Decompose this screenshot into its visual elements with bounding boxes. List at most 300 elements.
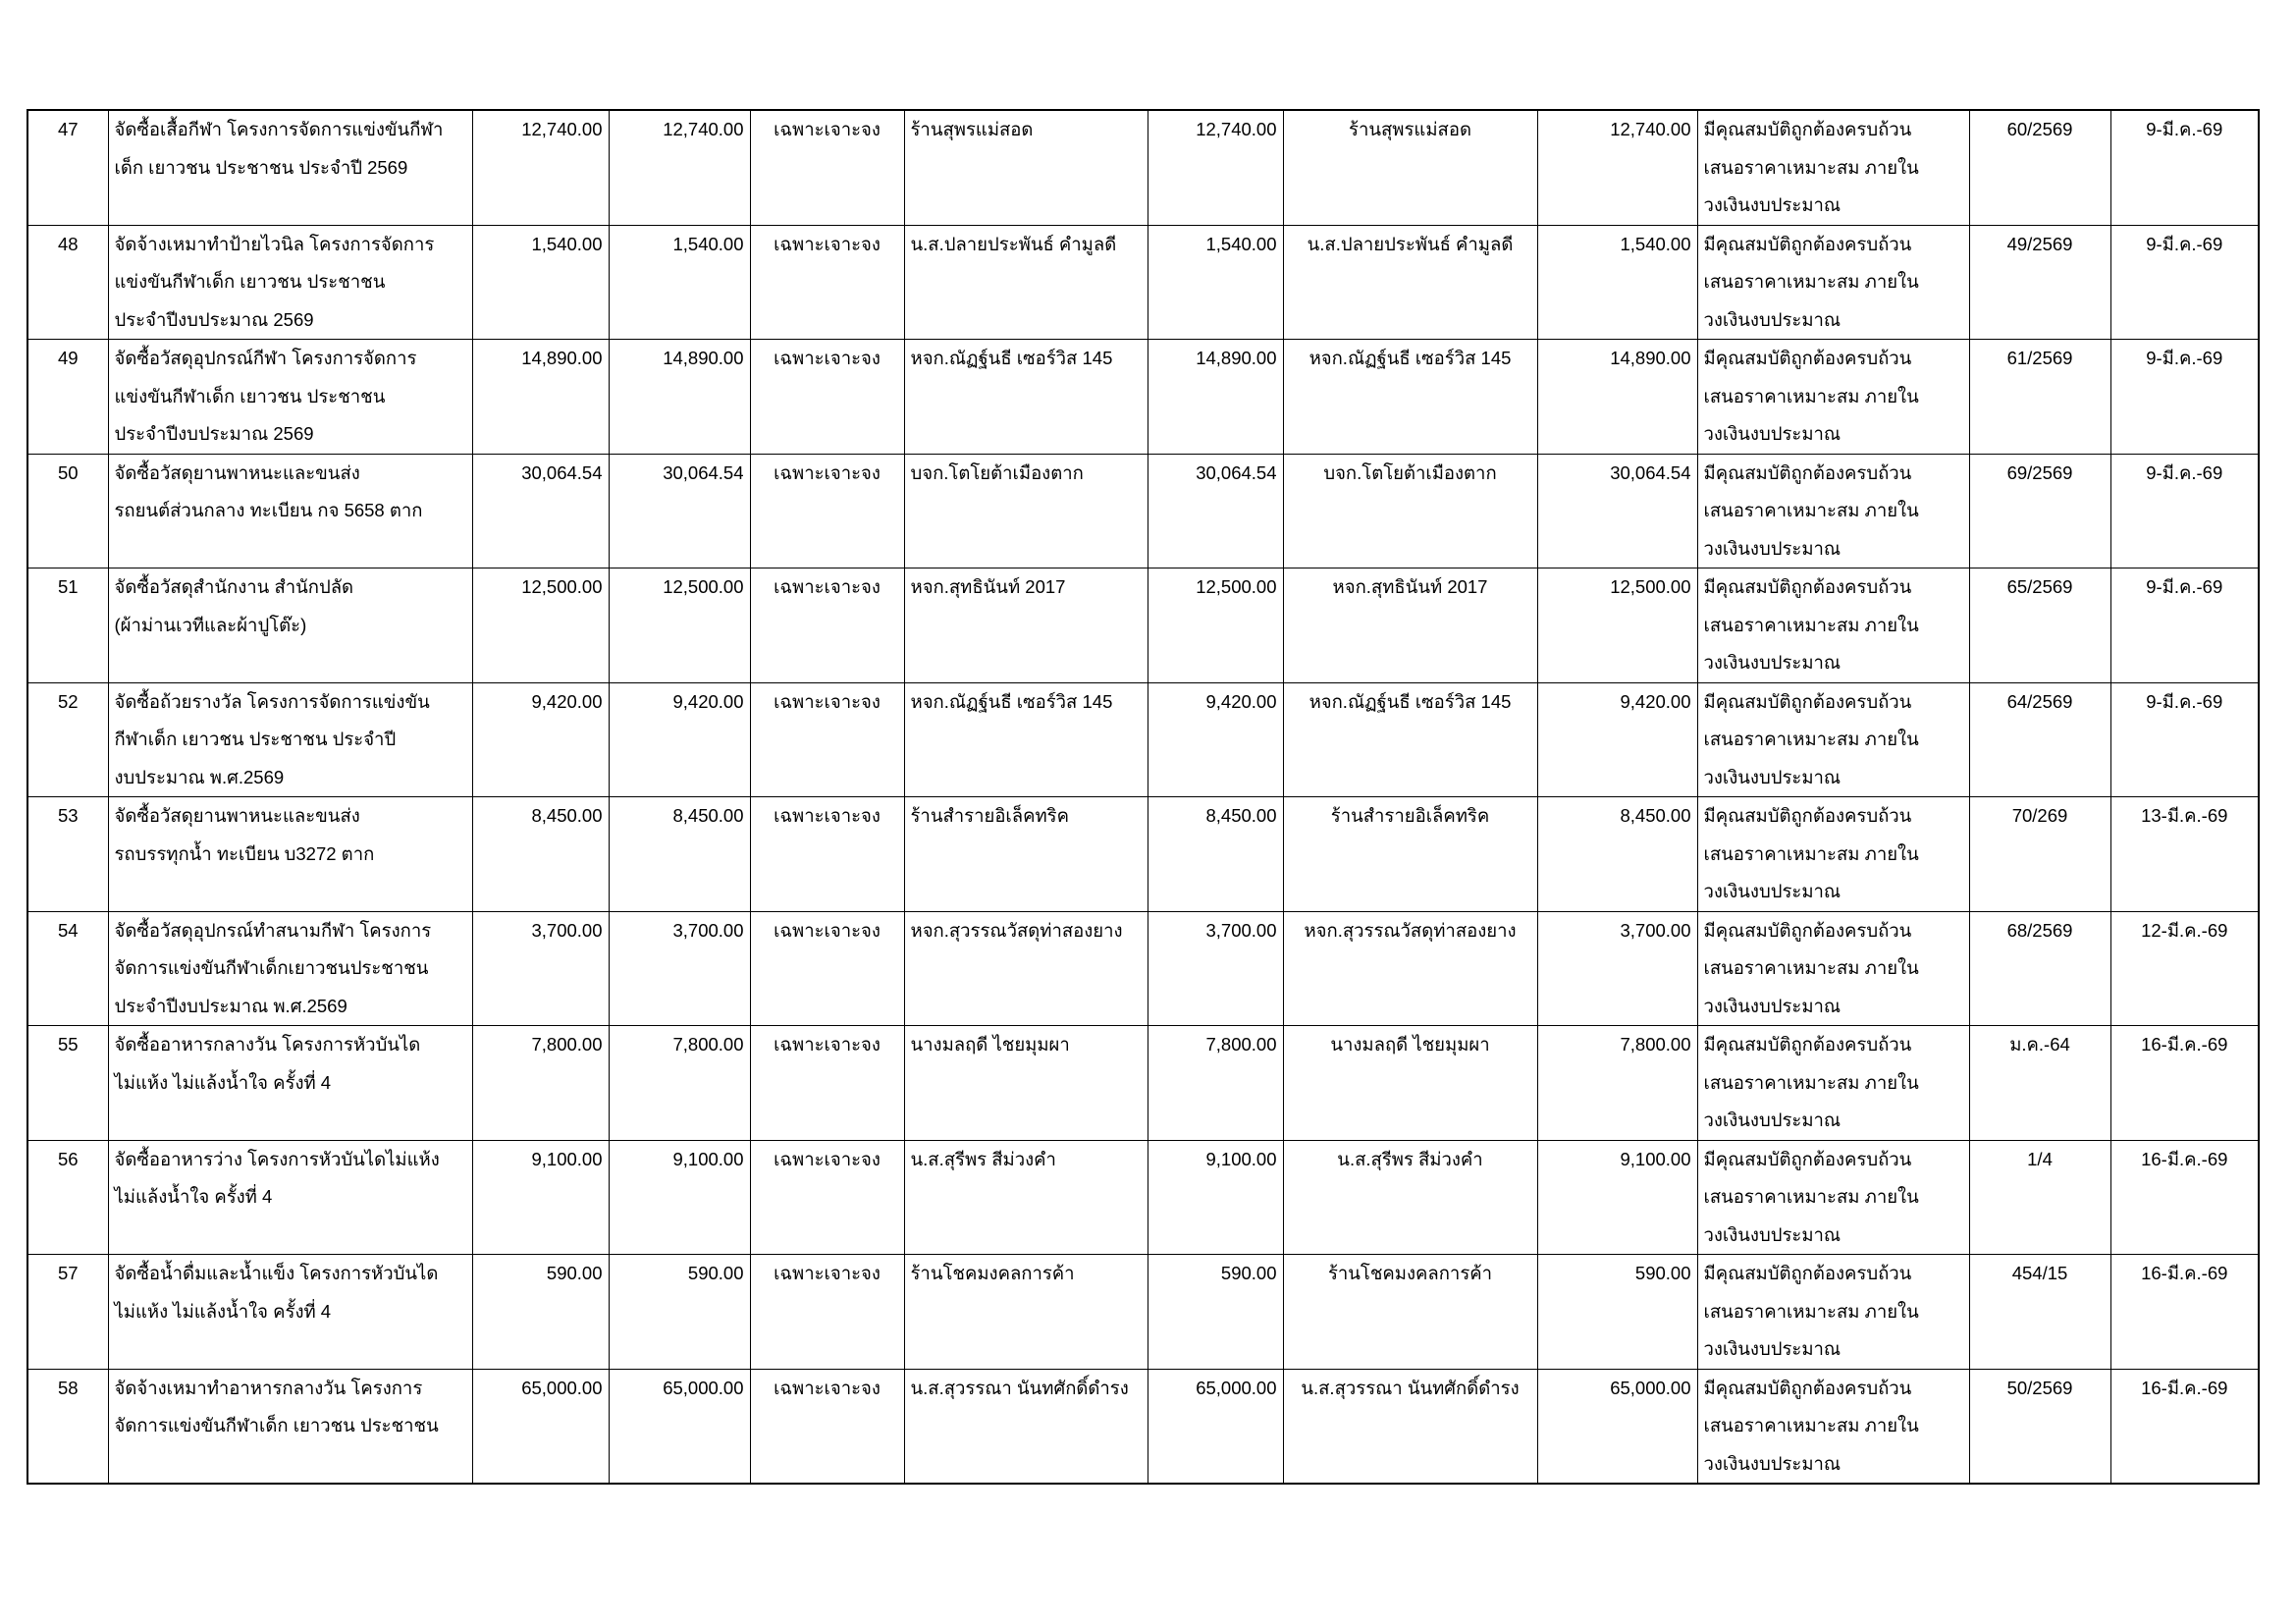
item-description-line <box>108 530 472 568</box>
contract-date <box>2110 1178 2259 1217</box>
winning-price <box>1537 149 1697 188</box>
contract-number <box>1969 149 2110 188</box>
selection-reason-line: มีคุณสมบัติถูกต้องครบถ้วน <box>1697 682 1969 721</box>
procurement-method <box>750 644 904 682</box>
item-number: 51 <box>27 568 108 607</box>
item-description-line <box>108 1217 472 1255</box>
selection-reason-line: วงเงินงบประมาณ <box>1697 988 1969 1026</box>
median-price <box>609 415 750 454</box>
selection-reason-line: มีคุณสมบัติถูกต้องครบถ้วน <box>1697 568 1969 607</box>
budget-amount <box>472 301 609 340</box>
table-row <box>27 454 2259 492</box>
bidder-name: น.ส.สุวรรณา นันทศักดิ์ดำรง <box>904 1369 1148 1407</box>
bid-price: 3,700.00 <box>1148 911 1283 949</box>
table-row <box>27 836 2259 874</box>
contract-number: 70/269 <box>1969 797 2110 836</box>
budget-amount: 8,450.00 <box>472 797 609 836</box>
contract-date: 9-มี.ค.-69 <box>2110 110 2259 149</box>
table-row <box>27 644 2259 682</box>
winner-name <box>1283 1330 1537 1369</box>
winner-name <box>1283 949 1537 988</box>
budget-amount <box>472 1102 609 1140</box>
selection-reason-line: เสนอราคาเหมาะสม ภายใน <box>1697 949 1969 988</box>
item-description-line: จัดซื้อเสื้อกีฬา โครงการจัดการแข่งขันกีฬา <box>108 110 472 149</box>
budget-amount <box>472 187 609 225</box>
item-description-line: (ผ้าม่านเวทีและผ้าปูโต๊ะ) <box>108 607 472 645</box>
item-number <box>27 836 108 874</box>
median-price: 12,740.00 <box>609 110 750 149</box>
bidder-name <box>904 949 1148 988</box>
bid-price: 8,450.00 <box>1148 797 1283 836</box>
bidder-name <box>904 378 1148 416</box>
selection-reason-line: เสนอราคาเหมาะสม ภายใน <box>1697 1064 1969 1103</box>
budget-amount: 30,064.54 <box>472 454 609 492</box>
winner-name <box>1283 644 1537 682</box>
winning-price: 7,800.00 <box>1537 1026 1697 1064</box>
selection-reason-line: มีคุณสมบัติถูกต้องครบถ้วน <box>1697 454 1969 492</box>
winning-price <box>1537 1178 1697 1217</box>
winning-price: 590.00 <box>1537 1255 1697 1293</box>
item-description-line: แข่งขันกีฬาเด็ก เยาวชน ประชาชน <box>108 263 472 301</box>
selection-reason-line: เสนอราคาเหมาะสม ภายใน <box>1697 1407 1969 1445</box>
winning-price: 30,064.54 <box>1537 454 1697 492</box>
bid-price <box>1148 1445 1283 1485</box>
budget-amount <box>472 1293 609 1331</box>
winning-price <box>1537 949 1697 988</box>
winner-name <box>1283 1064 1537 1103</box>
item-description-line <box>108 873 472 911</box>
table-row <box>27 530 2259 568</box>
winner-name: น.ส.ปลายประพันธ์ คำมูลดี <box>1283 225 1537 263</box>
selection-reason-line: วงเงินงบประมาณ <box>1697 1445 1969 1485</box>
contract-number <box>1969 492 2110 530</box>
contract-number: 454/15 <box>1969 1255 2110 1293</box>
bidder-name <box>904 759 1148 797</box>
bid-price <box>1148 1407 1283 1445</box>
item-description-line: แข่งขันกีฬาเด็ก เยาวชน ประชาชน <box>108 378 472 416</box>
item-number <box>27 644 108 682</box>
winning-price: 14,890.00 <box>1537 340 1697 378</box>
table-row <box>27 759 2259 797</box>
winner-name <box>1283 836 1537 874</box>
budget-amount <box>472 263 609 301</box>
item-number <box>27 1330 108 1369</box>
budget-amount <box>472 1178 609 1217</box>
contract-number <box>1969 301 2110 340</box>
contract-number <box>1969 1178 2110 1217</box>
item-description-line: ไม่แล้งน้ำใจ ครั้งที่ 4 <box>108 1178 472 1217</box>
bidder-name <box>904 836 1148 874</box>
contract-number <box>1969 1407 2110 1445</box>
winning-price: 9,100.00 <box>1537 1140 1697 1178</box>
item-number <box>27 1445 108 1485</box>
procurement-method <box>750 988 904 1026</box>
procurement-method: เฉพาะเจาะจง <box>750 1369 904 1407</box>
item-number: 47 <box>27 110 108 149</box>
budget-amount: 14,890.00 <box>472 340 609 378</box>
bid-price: 590.00 <box>1148 1255 1283 1293</box>
median-price: 9,420.00 <box>609 682 750 721</box>
bidder-name: หจก.ณัฏฐ์นธี เซอร์วิส 145 <box>904 340 1148 378</box>
selection-reason-line: วงเงินงบประมาณ <box>1697 1102 1969 1140</box>
selection-reason-line: เสนอราคาเหมาะสม ภายใน <box>1697 721 1969 759</box>
contract-number <box>1969 1217 2110 1255</box>
contract-date <box>2110 378 2259 416</box>
budget-amount <box>472 873 609 911</box>
item-description-line: ไม่แห้ง ไม่แล้งน้ำใจ ครั้งที่ 4 <box>108 1064 472 1103</box>
procurement-method <box>750 530 904 568</box>
selection-reason-line: เสนอราคาเหมาะสม ภายใน <box>1697 149 1969 188</box>
selection-reason-line: มีคุณสมบัติถูกต้องครบถ้วน <box>1697 1369 1969 1407</box>
bidder-name: ร้านโชคมงคลการค้า <box>904 1255 1148 1293</box>
selection-reason-line: วงเงินงบประมาณ <box>1697 1330 1969 1369</box>
bidder-name <box>904 721 1148 759</box>
procurement-method <box>750 187 904 225</box>
median-price <box>609 836 750 874</box>
winning-price: 65,000.00 <box>1537 1369 1697 1407</box>
procurement-method <box>750 263 904 301</box>
bidder-name: ร้านสุพรแม่สอด <box>904 110 1148 149</box>
bidder-name <box>904 988 1148 1026</box>
procurement-method <box>750 1330 904 1369</box>
contract-date <box>2110 1102 2259 1140</box>
item-number <box>27 873 108 911</box>
winner-name <box>1283 301 1537 340</box>
bid-price <box>1148 759 1283 797</box>
budget-amount: 12,500.00 <box>472 568 609 607</box>
item-description-line: จัดซื้อวัสดุยานพาหนะและขนส่ง <box>108 454 472 492</box>
item-description-line: กีฬาเด็ก เยาวชน ประชาชน ประจำปี <box>108 721 472 759</box>
median-price: 7,800.00 <box>609 1026 750 1064</box>
item-description-line: จัดซื้อวัสดุอุปกรณ์กีฬา โครงการจัดการ <box>108 340 472 378</box>
contract-number <box>1969 1445 2110 1485</box>
median-price <box>609 263 750 301</box>
winner-name: บจก.โตโยต้าเมืองตาก <box>1283 454 1537 492</box>
table-row <box>27 263 2259 301</box>
bid-price <box>1148 263 1283 301</box>
contract-number <box>1969 836 2110 874</box>
table-row <box>27 568 2259 607</box>
table-row <box>27 492 2259 530</box>
item-number <box>27 949 108 988</box>
item-description-line: ประจำปีงบประมาณ 2569 <box>108 415 472 454</box>
item-description-line: จัดซื้อวัสดุยานพาหนะและขนส่ง <box>108 797 472 836</box>
bidder-name: หจก.สุทธินันท์ 2017 <box>904 568 1148 607</box>
median-price <box>609 149 750 188</box>
median-price <box>609 1445 750 1485</box>
contract-date: 16-มี.ค.-69 <box>2110 1026 2259 1064</box>
bidder-name: น.ส.สุรีพร สีม่วงคำ <box>904 1140 1148 1178</box>
item-number: 56 <box>27 1140 108 1178</box>
contract-date <box>2110 1293 2259 1331</box>
item-description-line: จัดจ้างเหมาทำป้ายไวนิล โครงการจัดการ <box>108 225 472 263</box>
budget-amount <box>472 721 609 759</box>
procurement-method: เฉพาะเจาะจง <box>750 1255 904 1293</box>
winning-price <box>1537 1445 1697 1485</box>
selection-reason-line: วงเงินงบประมาณ <box>1697 1217 1969 1255</box>
winning-price <box>1537 1064 1697 1103</box>
table-row <box>27 873 2259 911</box>
table-row <box>27 415 2259 454</box>
selection-reason-line: วงเงินงบประมาณ <box>1697 759 1969 797</box>
winning-price <box>1537 836 1697 874</box>
budget-amount <box>472 644 609 682</box>
bid-price <box>1148 949 1283 988</box>
item-description-line <box>108 1445 472 1485</box>
selection-reason-line: มีคุณสมบัติถูกต้องครบถ้วน <box>1697 110 1969 149</box>
winning-price <box>1537 301 1697 340</box>
bidder-name <box>904 187 1148 225</box>
bid-price: 65,000.00 <box>1148 1369 1283 1407</box>
winner-name <box>1283 1293 1537 1331</box>
bidder-name <box>904 1102 1148 1140</box>
bidder-name: นางมลฤดี ไชยมุมผา <box>904 1026 1148 1064</box>
table-row <box>27 149 2259 188</box>
contract-date: 16-มี.ค.-69 <box>2110 1369 2259 1407</box>
table-row <box>27 1293 2259 1331</box>
table-row <box>27 1330 2259 1369</box>
contract-date: 16-มี.ค.-69 <box>2110 1140 2259 1178</box>
procurement-method: เฉพาะเจาะจง <box>750 797 904 836</box>
contract-number: 68/2569 <box>1969 911 2110 949</box>
selection-reason-line: เสนอราคาเหมาะสม ภายใน <box>1697 263 1969 301</box>
procurement-method <box>750 607 904 645</box>
median-price <box>609 530 750 568</box>
procurement-method <box>750 1064 904 1103</box>
median-price <box>609 721 750 759</box>
item-number <box>27 1293 108 1331</box>
procurement-method: เฉพาะเจาะจง <box>750 1026 904 1064</box>
bidder-name <box>904 149 1148 188</box>
selection-reason-line: มีคุณสมบัติถูกต้องครบถ้วน <box>1697 1026 1969 1064</box>
contract-number: 69/2569 <box>1969 454 2110 492</box>
contract-date <box>2110 149 2259 188</box>
winning-price <box>1537 1330 1697 1369</box>
bid-price: 7,800.00 <box>1148 1026 1283 1064</box>
bid-price <box>1148 1330 1283 1369</box>
bid-price <box>1148 530 1283 568</box>
median-price <box>609 1102 750 1140</box>
budget-amount <box>472 607 609 645</box>
item-number: 58 <box>27 1369 108 1407</box>
median-price <box>609 988 750 1026</box>
bidder-name <box>904 873 1148 911</box>
winner-name: หจก.ณัฏฐ์นธี เซอร์วิส 145 <box>1283 340 1537 378</box>
contract-date: 9-มี.ค.-69 <box>2110 568 2259 607</box>
procurement-table <box>27 109 2260 1485</box>
contract-date <box>2110 187 2259 225</box>
item-number <box>27 492 108 530</box>
item-description-line: รถบรรทุกน้ำ ทะเบียน บ3272 ตาก <box>108 836 472 874</box>
selection-reason-line: เสนอราคาเหมาะสม ภายใน <box>1697 1293 1969 1331</box>
median-price: 14,890.00 <box>609 340 750 378</box>
median-price <box>609 1217 750 1255</box>
median-price <box>609 378 750 416</box>
contract-date <box>2110 1330 2259 1369</box>
median-price <box>609 187 750 225</box>
contract-date <box>2110 759 2259 797</box>
table-row <box>27 1178 2259 1217</box>
budget-amount: 65,000.00 <box>472 1369 609 1407</box>
procurement-method <box>750 759 904 797</box>
winner-name <box>1283 873 1537 911</box>
contract-date: 9-มี.ค.-69 <box>2110 340 2259 378</box>
item-number <box>27 187 108 225</box>
winner-name <box>1283 187 1537 225</box>
item-number <box>27 1217 108 1255</box>
item-number: 48 <box>27 225 108 263</box>
selection-reason-line: เสนอราคาเหมาะสม ภายใน <box>1697 492 1969 530</box>
table-row <box>27 911 2259 949</box>
winning-price <box>1537 415 1697 454</box>
procurement-method <box>750 1293 904 1331</box>
procurement-method <box>750 1217 904 1255</box>
bidder-name: ร้านสำรายอิเล็คทริค <box>904 797 1148 836</box>
winner-name <box>1283 988 1537 1026</box>
item-number <box>27 1064 108 1103</box>
selection-reason-line: มีคุณสมบัติถูกต้องครบถ้วน <box>1697 797 1969 836</box>
winning-price <box>1537 1217 1697 1255</box>
item-description-line: จัดจ้างเหมาทำอาหารกลางวัน โครงการ <box>108 1369 472 1407</box>
contract-date <box>2110 263 2259 301</box>
item-number <box>27 988 108 1026</box>
budget-amount <box>472 1330 609 1369</box>
procurement-method <box>750 949 904 988</box>
item-number <box>27 530 108 568</box>
winning-price <box>1537 1407 1697 1445</box>
contract-date <box>2110 607 2259 645</box>
contract-number: ม.ค.-64 <box>1969 1026 2110 1064</box>
item-description-line: จัดซื้อวัสดุสำนักงาน สำนักปลัด <box>108 568 472 607</box>
procurement-method: เฉพาะเจาะจง <box>750 682 904 721</box>
contract-date: 13-มี.ค.-69 <box>2110 797 2259 836</box>
procurement-method <box>750 873 904 911</box>
winner-name <box>1283 1445 1537 1485</box>
table-row <box>27 1255 2259 1293</box>
item-description-line: จัดการแข่งขันกีฬาเด็กเยาวชนประชาชน <box>108 949 472 988</box>
procurement-method <box>750 1445 904 1485</box>
contract-date <box>2110 988 2259 1026</box>
contract-date <box>2110 530 2259 568</box>
table-row <box>27 1369 2259 1407</box>
budget-amount <box>472 1445 609 1485</box>
contract-date <box>2110 301 2259 340</box>
item-number: 52 <box>27 682 108 721</box>
winner-name <box>1283 415 1537 454</box>
contract-number <box>1969 644 2110 682</box>
item-description-line: ประจำปีงบประมาณ 2569 <box>108 301 472 340</box>
table-row <box>27 187 2259 225</box>
item-description-line: จัดซื้อน้ำดื่มและน้ำแข็ง โครงการหัวบันได <box>108 1255 472 1293</box>
winner-name <box>1283 721 1537 759</box>
procurement-method <box>750 836 904 874</box>
budget-amount <box>472 1064 609 1103</box>
budget-amount: 3,700.00 <box>472 911 609 949</box>
winning-price <box>1537 759 1697 797</box>
contract-date <box>2110 644 2259 682</box>
item-description-line: ไม่แห้ง ไม่แล้งน้ำใจ ครั้งที่ 4 <box>108 1293 472 1331</box>
bid-price <box>1148 1217 1283 1255</box>
table-row <box>27 797 2259 836</box>
item-number <box>27 721 108 759</box>
contract-number <box>1969 721 2110 759</box>
selection-reason-line: มีคุณสมบัติถูกต้องครบถ้วน <box>1697 1255 1969 1293</box>
item-number <box>27 378 108 416</box>
winning-price <box>1537 1293 1697 1331</box>
budget-amount <box>472 1217 609 1255</box>
procurement-method <box>750 492 904 530</box>
procurement-method: เฉพาะเจาะจง <box>750 1140 904 1178</box>
item-description-line: จัดซื้อถ้วยรางวัล โครงการจัดการแข่งขัน <box>108 682 472 721</box>
winning-price <box>1537 1102 1697 1140</box>
table-row <box>27 378 2259 416</box>
bid-price: 30,064.54 <box>1148 454 1283 492</box>
winning-price <box>1537 607 1697 645</box>
budget-amount <box>472 949 609 988</box>
median-price <box>609 1407 750 1445</box>
contract-number: 50/2569 <box>1969 1369 2110 1407</box>
contract-number <box>1969 415 2110 454</box>
winner-name <box>1283 1178 1537 1217</box>
procurement-method <box>750 1102 904 1140</box>
winner-name <box>1283 263 1537 301</box>
winning-price <box>1537 988 1697 1026</box>
winner-name: ร้านสุพรแม่สอด <box>1283 110 1537 149</box>
bidder-name <box>904 1064 1148 1103</box>
contract-number: 64/2569 <box>1969 682 2110 721</box>
median-price: 30,064.54 <box>609 454 750 492</box>
winning-price <box>1537 873 1697 911</box>
item-description-line: จัดซื้ออาหารว่าง โครงการหัวบันไดไม่แห้ง <box>108 1140 472 1178</box>
item-number: 57 <box>27 1255 108 1293</box>
contract-date <box>2110 415 2259 454</box>
winner-name: น.ส.สุวรรณา นันทศักดิ์ดำรง <box>1283 1369 1537 1407</box>
winning-price: 12,500.00 <box>1537 568 1697 607</box>
winner-name: หจก.สุวรรณวัสดุท่าสองยาง <box>1283 911 1537 949</box>
item-description-line: จัดการแข่งขันกีฬาเด็ก เยาวชน ประชาชน <box>108 1407 472 1445</box>
winner-name: ร้านโชคมงคลการค้า <box>1283 1255 1537 1293</box>
median-price: 12,500.00 <box>609 568 750 607</box>
bid-price <box>1148 378 1283 416</box>
bid-price <box>1148 988 1283 1026</box>
selection-reason-line: มีคุณสมบัติถูกต้องครบถ้วน <box>1697 225 1969 263</box>
bidder-name: หจก.ณัฏฐ์นธี เซอร์วิส 145 <box>904 682 1148 721</box>
budget-amount: 7,800.00 <box>472 1026 609 1064</box>
contract-date <box>2110 949 2259 988</box>
item-number: 50 <box>27 454 108 492</box>
bid-price <box>1148 873 1283 911</box>
contract-number: 1/4 <box>1969 1140 2110 1178</box>
table-row <box>27 1064 2259 1103</box>
table-row <box>27 340 2259 378</box>
contract-number <box>1969 949 2110 988</box>
item-number <box>27 607 108 645</box>
item-number: 55 <box>27 1026 108 1064</box>
bidder-name <box>904 1330 1148 1369</box>
procurement-method: เฉพาะเจาะจง <box>750 568 904 607</box>
procurement-method <box>750 1407 904 1445</box>
table-row <box>27 110 2259 149</box>
bidder-name <box>904 301 1148 340</box>
item-description-line: ประจำปีงบประมาณ พ.ศ.2569 <box>108 988 472 1026</box>
bid-price <box>1148 415 1283 454</box>
winning-price <box>1537 187 1697 225</box>
winning-price <box>1537 721 1697 759</box>
contract-number <box>1969 607 2110 645</box>
contract-number: 61/2569 <box>1969 340 2110 378</box>
bidder-name: หจก.สุวรรณวัสดุท่าสองยาง <box>904 911 1148 949</box>
procurement-method: เฉพาะเจาะจง <box>750 110 904 149</box>
